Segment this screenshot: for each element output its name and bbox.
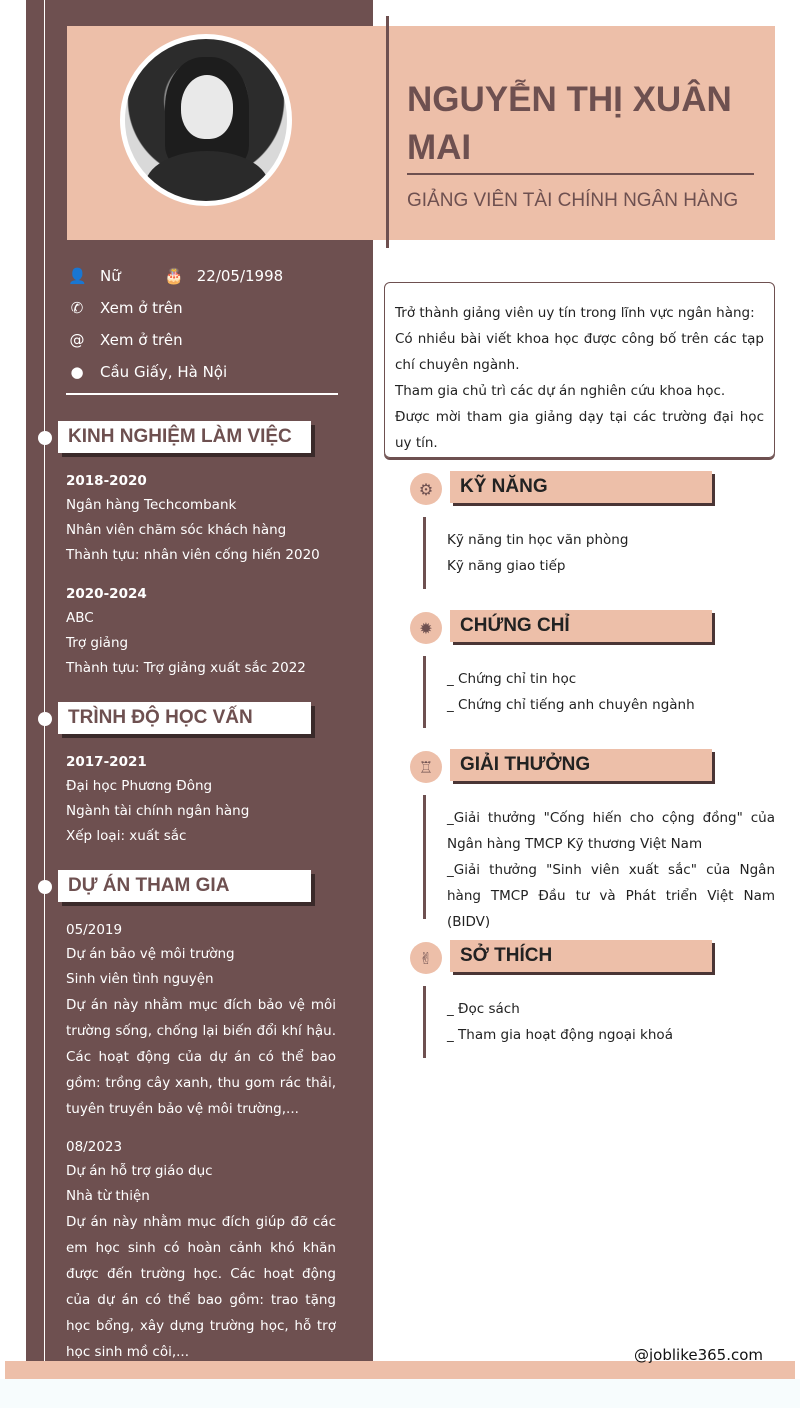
address-value: Cầu Giấy, Hà Nội: [100, 363, 228, 381]
avatar-face: [181, 75, 233, 139]
project-role: Sinh viên tình nguyện: [66, 971, 214, 987]
timeline-line: [44, 0, 45, 1375]
location-pin-icon: ●: [70, 363, 84, 381]
trophy-icon: ♖: [410, 751, 442, 783]
awards-list: [447, 805, 775, 935]
objective-line: Có nhiều bài viết khoa học được công bố trên các tạp chí chuyên ngành.: [395, 331, 764, 373]
contact-phone: [68, 296, 183, 320]
experience-item: [66, 582, 336, 681]
experience-achievement: Thành tựu: nhân viên cống hiến 2020: [66, 547, 320, 563]
timeline-dot: [38, 712, 52, 726]
objective-line: Tham gia chủ trì các dự án nghiên cứu khoa học.: [395, 383, 726, 399]
projects-heading: DỰ ÁN THAM GIA: [58, 870, 311, 902]
project-date: 08/2023: [66, 1139, 123, 1155]
project-role: Nhà từ thiện: [66, 1188, 150, 1204]
education-heading: TRÌNH ĐỘ HỌC VẤN: [58, 702, 311, 734]
education-school: Đại học Phương Đông: [66, 778, 213, 794]
project-item: [66, 1135, 336, 1365]
education-item: [66, 750, 336, 849]
project-name: Dự án bảo vệ môi trường: [66, 946, 235, 962]
timeline-dot: [38, 431, 52, 445]
timeline-dot: [38, 880, 52, 894]
hobbies-heading: SỞ THÍCH: [450, 940, 712, 972]
contact-divider: [66, 393, 338, 395]
certificate-item: _ Chứng chỉ tiếng anh chuyên ngành: [447, 697, 695, 713]
experience-achievement: Thành tựu: Trợ giảng xuất sắc 2022: [66, 660, 306, 676]
hobby-item: _ Đọc sách: [447, 1001, 520, 1017]
project-description: Dự án này nhằm mục đích giúp đỡ các em học sinh có hoàn cảnh khó khăn được đến trường học. Các hoạt động của dự án có thể bao gồm: trao tặng học bổng, xây dựng trường học, hỗ trợ học sinh mồ côi,...: [66, 1214, 336, 1360]
experience-role: Nhân viên chăm sóc khách hàng: [66, 522, 287, 538]
email-value: Xem ở trên: [100, 331, 183, 349]
section-line: [423, 517, 426, 589]
section-line: [423, 656, 426, 728]
birthday-value: 22/05/1998: [196, 267, 284, 285]
thumbs-up-icon: ✌: [410, 942, 442, 974]
gears-icon: ⚙: [410, 473, 442, 505]
project-item: [66, 918, 336, 1122]
experience-item: [66, 469, 336, 568]
watermark: @joblike365.com: [634, 1346, 764, 1364]
phone-icon: ✆: [70, 299, 84, 317]
contact-address: [68, 360, 227, 384]
skill-item: Kỹ năng tin học văn phòng: [447, 532, 629, 548]
objective-line: Được mời tham gia giảng dạy tại các trường đại học uy tín.: [395, 409, 764, 451]
gender-value: Nữ: [100, 267, 121, 285]
skill-item: Kỹ năng giao tiếp: [447, 558, 566, 574]
hobby-item: _ Tham gia hoạt động ngoại khoá: [447, 1027, 673, 1043]
section-line: [423, 795, 426, 919]
project-date: 05/2019: [66, 922, 123, 938]
experience-period: 2018-2020: [66, 473, 147, 489]
avatar: [120, 34, 292, 206]
contact-email: [68, 328, 183, 352]
education-grade: Xếp loại: xuất sắc: [66, 828, 187, 844]
project-name: Dự án hỗ trợ giáo dục: [66, 1163, 213, 1179]
career-objective: [384, 282, 775, 458]
objective-line: Trở thành giảng viên uy tín trong lĩnh vực ngân hàng:: [395, 305, 755, 321]
contact-gender-birthday: [68, 264, 283, 288]
name-underline: [407, 173, 754, 175]
section-line: [423, 986, 426, 1058]
phone-value: Xem ở trên: [100, 299, 183, 317]
experience-heading: KINH NGHIỆM LÀM VIỆC: [58, 421, 311, 453]
hobbies-list: [447, 996, 775, 1048]
award-item: _Giải thưởng "Cống hiến cho cộng đồng" của Ngân hàng TMCP Kỹ thương Việt Nam: [447, 810, 775, 852]
education-major: Ngành tài chính ngân hàng: [66, 803, 250, 819]
certificates-heading: CHỨNG CHỈ: [450, 610, 712, 642]
experience-period: 2020-2024: [66, 586, 147, 602]
badge-icon: ✹: [410, 612, 442, 644]
person-icon: 👤: [68, 267, 87, 285]
header-divider: [386, 16, 389, 248]
footer-bottom: [0, 1379, 800, 1408]
education-period: 2017-2021: [66, 754, 147, 770]
award-item: _Giải thưởng "Sinh viên xuất sắc" của Ngân hàng TMCP Đầu tư và Phát triển Việt Nam (BIDV): [447, 862, 775, 930]
certificates-list: [447, 666, 775, 718]
job-title: GIẢNG VIÊN TÀI CHÍNH NGÂN HÀNG: [407, 190, 739, 211]
certificate-item: _ Chứng chỉ tin học: [447, 671, 577, 687]
project-description: Dự án này nhằm mục đích bảo vệ môi trường sống, chống lại biến đổi khí hậu. Các hoạt động của dự án có thể bao gồm: trồng cây xanh, thu gom rác thải, tuyên truyền bảo vệ môi trường,...: [66, 997, 336, 1117]
skills-heading: KỸ NĂNG: [450, 471, 712, 503]
experience-role: Trợ giảng: [66, 635, 129, 651]
experience-org: ABC: [66, 610, 94, 626]
avatar-body: [145, 151, 269, 206]
email-icon: @: [69, 331, 85, 349]
awards-heading: GIẢI THƯỞNG: [450, 749, 712, 781]
skills-list: [447, 527, 775, 579]
cake-icon: 🎂: [164, 267, 184, 285]
candidate-name: NGUYỄN THỊ XUÂN MAI: [407, 80, 732, 167]
experience-org: Ngân hàng Techcombank: [66, 497, 237, 513]
